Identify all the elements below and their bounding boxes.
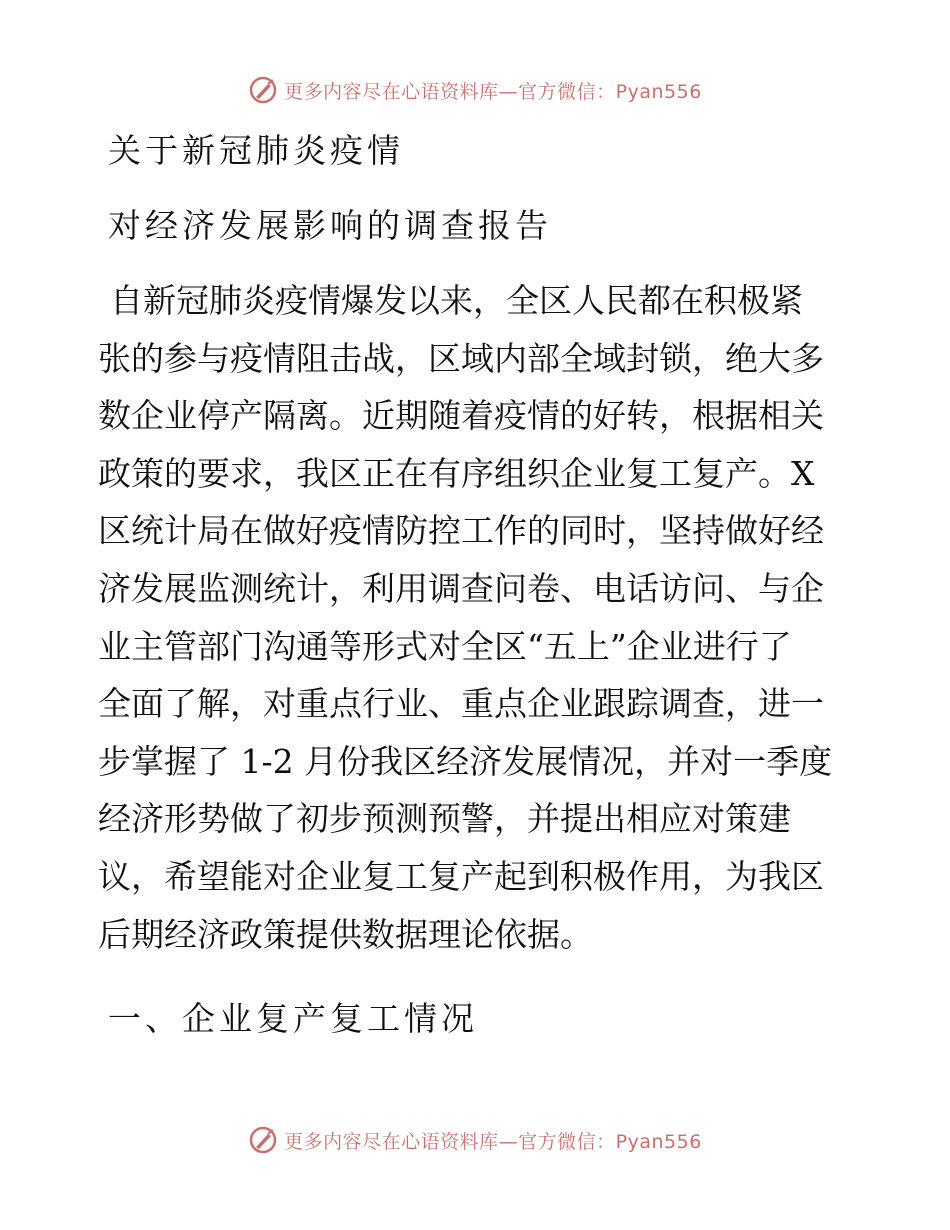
paragraph-line: 后期经济政策提供数据理论依据。 — [98, 914, 593, 954]
paragraph-line: 议，希望能对企业复工复产起到积极作用，为我区 — [98, 856, 824, 896]
paragraph-line: 政策的要求，我区正在有序组织企业复工复产。X — [98, 453, 815, 493]
paragraph-line: 区统计局在做好疫情防控工作的同时，坚持做好经 — [98, 511, 824, 551]
paragraph-line: 自新冠肺炎疫情爆发以来，全区人民都在积极紧 — [110, 281, 803, 320]
paragraph-line: 张的参与疫情阻击战，区域内部全域封锁，绝大多 — [98, 338, 824, 378]
paragraph-line: 经济形势做了初步预测预警，并提出相应对策建 — [98, 799, 791, 839]
paragraph-line: 济发展监测统计，利用调查问卷、电话访问、与企 — [98, 568, 824, 608]
paragraph-line: 数企业停产隔离。近期随着疫情的好转，根据相关 — [98, 396, 824, 436]
body-paragraph — [98, 272, 854, 963]
quill-pen-logo-icon — [248, 75, 278, 105]
paragraph-line: 全面了解，对重点行业、重点企业跟踪调查，进一 — [98, 684, 824, 724]
footer-watermark-banner — [0, 1120, 950, 1160]
document-title-line-2: 对经济发展影响的调查报告 — [108, 206, 552, 245]
quill-pen-logo-icon — [248, 1125, 278, 1155]
header-watermark-banner — [0, 70, 950, 110]
paragraph-line: 业主管部门沟通等形式对全区“五上”企业进行了 — [98, 626, 792, 666]
paragraph-line: 步掌握了 1-2 月份我区经济发展情况，并对一季度 — [98, 741, 833, 781]
section-heading: 一、企业复产复工情况 — [108, 999, 478, 1038]
watermark-text: 更多内容尽在心语资料库—官方微信：Pyan556 — [284, 80, 702, 103]
watermark-text: 更多内容尽在心语资料库—官方微信：Pyan556 — [284, 1130, 702, 1153]
document-title-line-1: 关于新冠肺炎疫情 — [108, 131, 404, 170]
